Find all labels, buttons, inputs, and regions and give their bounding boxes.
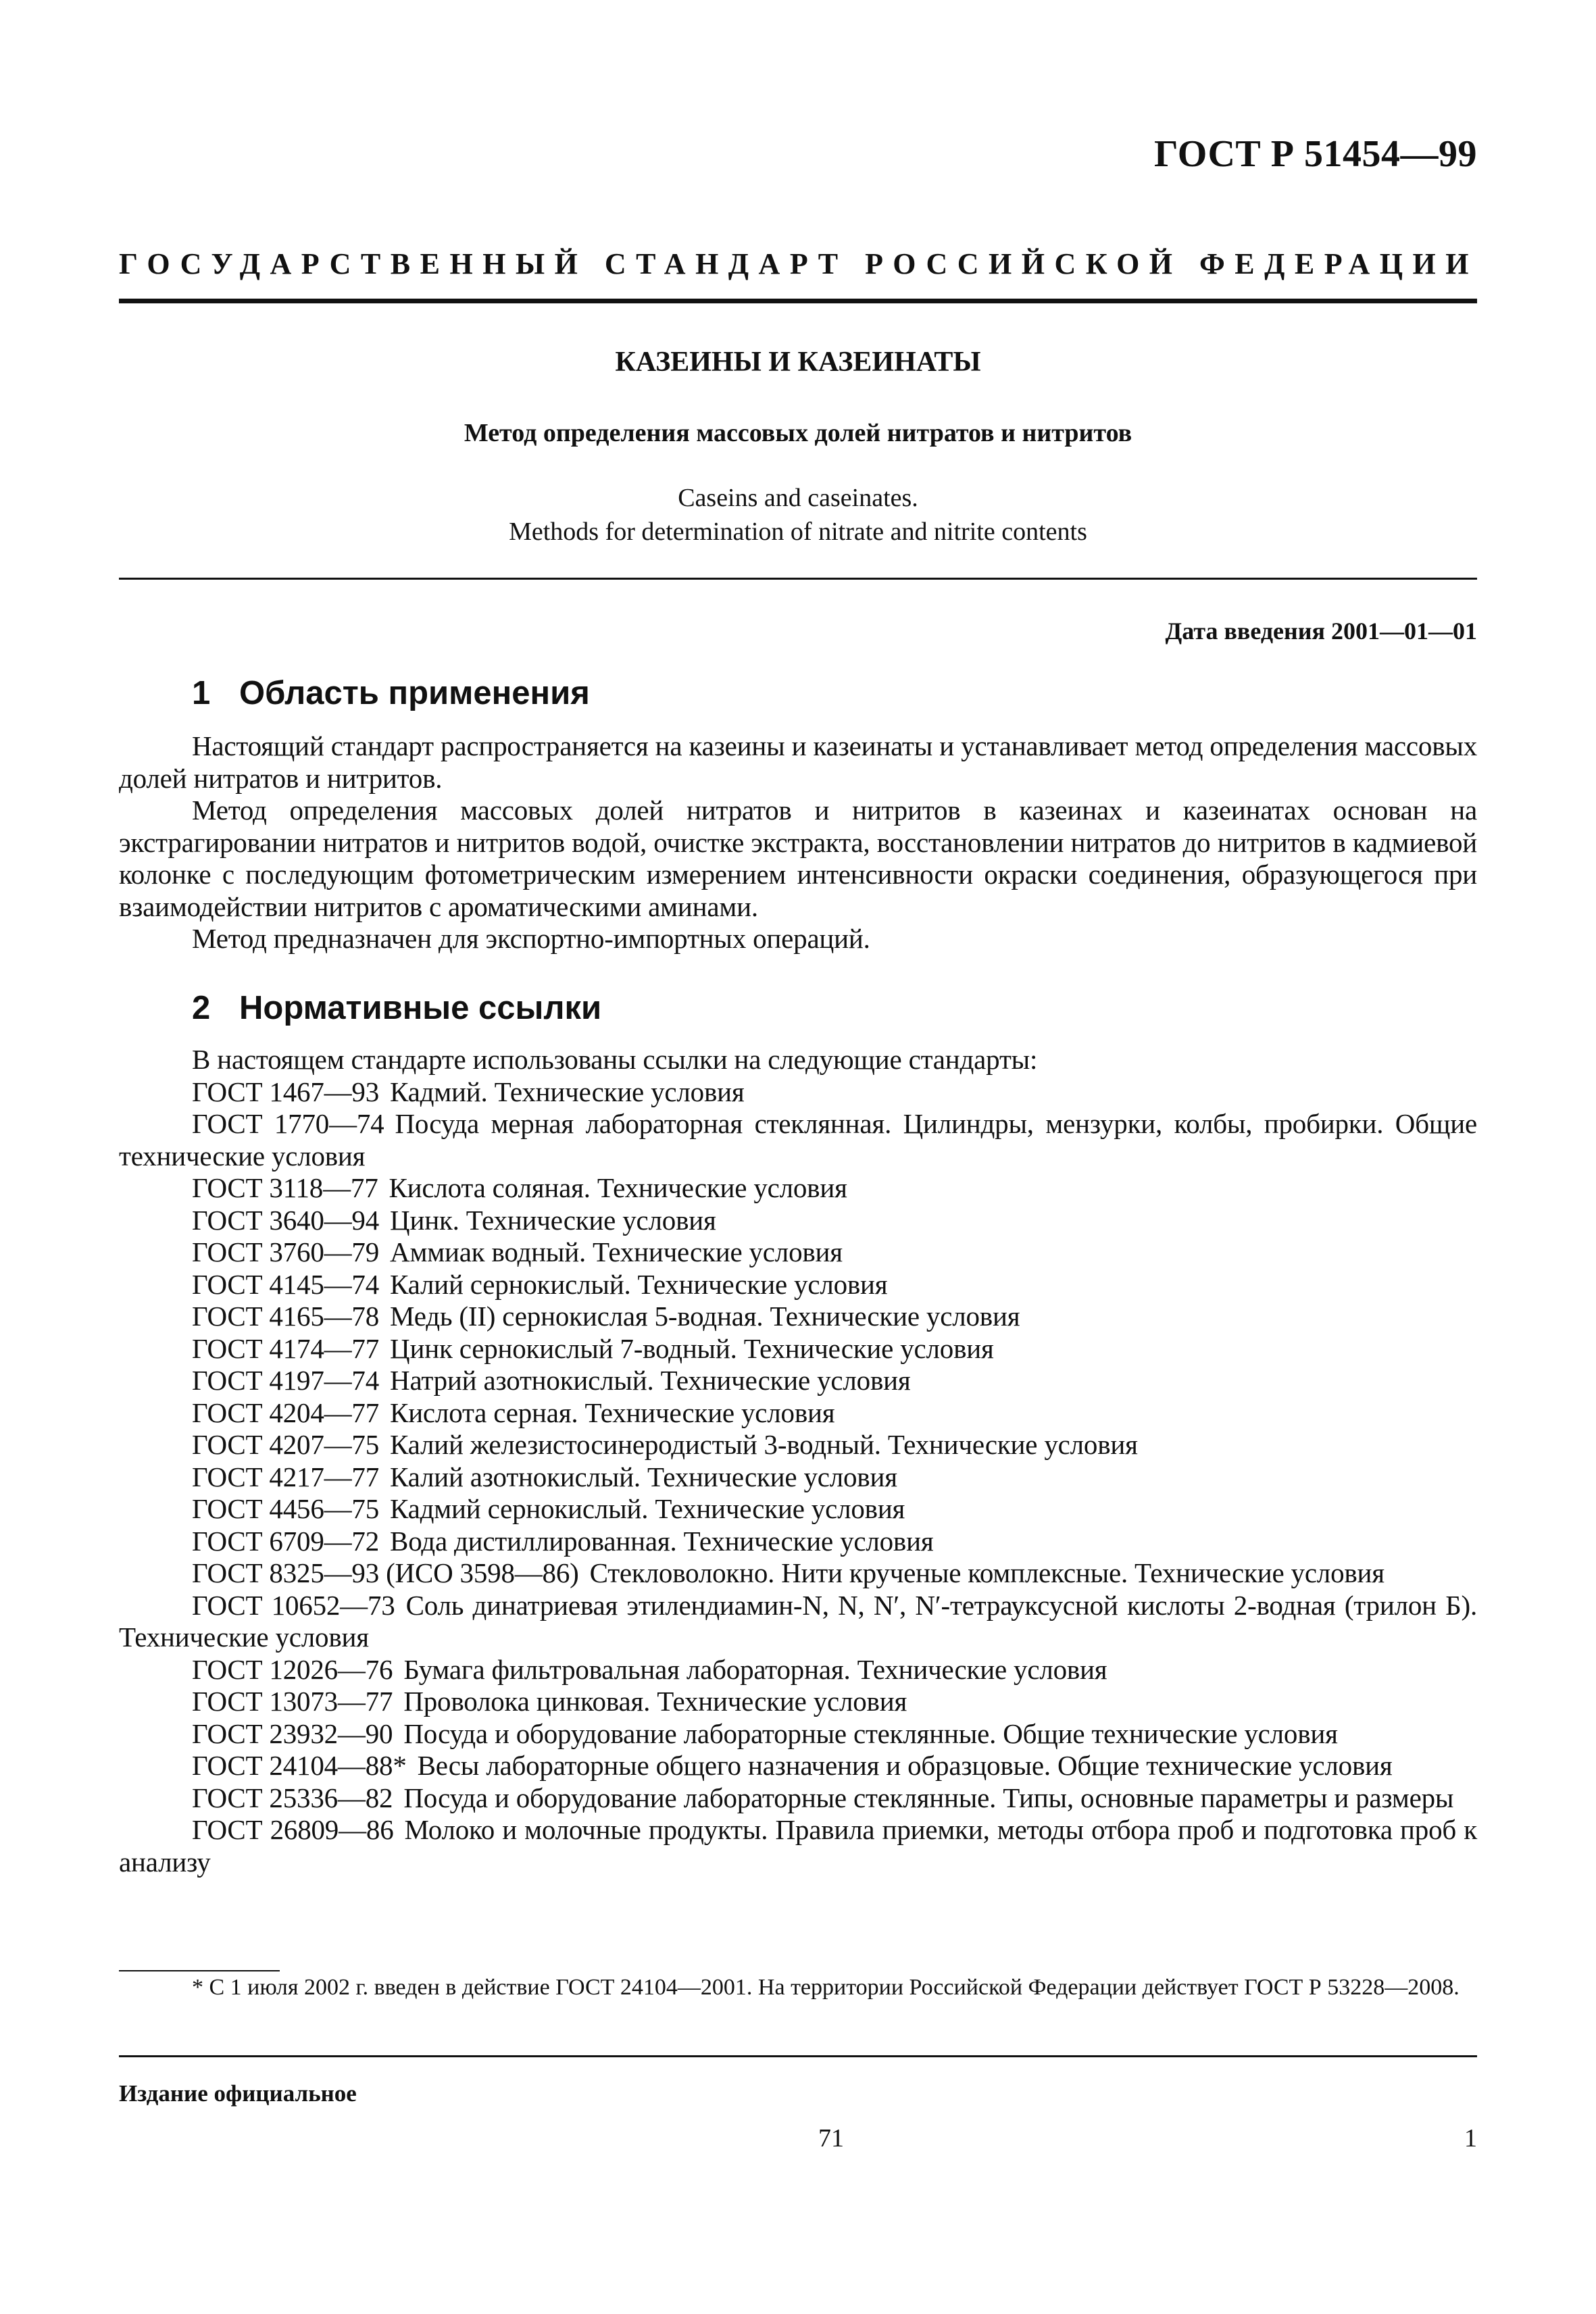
section-1-body: [119, 730, 1477, 955]
footer-divider: [119, 2055, 1477, 2057]
document-subtitle: Метод определения массовых долей нитратов и нитритов: [464, 419, 1132, 447]
reference-item: [119, 1429, 1477, 1461]
reference-item: [119, 1750, 1477, 1782]
reference-title: Проволока цинковая. Технические условия: [403, 1686, 907, 1717]
paragraph: Метод предназначен для экспортно-импортных операций.: [192, 923, 870, 954]
reference-item: [119, 1333, 1477, 1365]
reference-item: [119, 1236, 1477, 1269]
reference-code: ГОСТ 4145—74: [192, 1268, 380, 1300]
english-title-line-2: Methods for determination of nitrate and nitrite contents: [509, 518, 1087, 546]
reference-item: [119, 1814, 1477, 1878]
paragraph: Метод определения массовых долей нитратов и нитритов в казеинах и казеинатах основан на экстрагировании нитратов и нитритов водой, очистке экстракта, восстановлении нитратов до нитритов в кадмиевой колонке с последующим фотометрическим измерением интенсивности окраски соединения, образующегося при взаимодействии нитритов с ароматическими аминами.: [119, 795, 1477, 922]
reference-code: ГОСТ 4204—77: [192, 1397, 380, 1428]
reference-title: Калий железистосинеродистый 3-водный. Технические условия: [390, 1429, 1138, 1460]
reference-code: ГОСТ 3640—94: [192, 1204, 380, 1236]
edition-label: Издание официальное: [119, 2080, 357, 2107]
reference-code: ГОСТ 3760—79: [192, 1236, 380, 1267]
reference-item: [119, 1654, 1477, 1686]
reference-title: Кадмий сернокислый. Технические условия: [390, 1493, 905, 1524]
reference-item: [119, 1076, 1477, 1109]
reference-code: ГОСТ 4165—78: [192, 1301, 380, 1332]
effective-date: Дата введения 2001—01—01: [1165, 618, 1477, 645]
reference-code: ГОСТ 24104—88*: [192, 1750, 407, 1781]
footnote: * С 1 июля 2002 г. введен в действие ГОСТ 24104—2001. На территории Российской Федерации действует ГОСТ Р 53228—2008.: [192, 1975, 1460, 2000]
reference-title: Кислота серная. Технические условия: [390, 1397, 835, 1428]
reference-item: [119, 1557, 1477, 1590]
reference-code: ГОСТ 10652—73: [192, 1589, 395, 1621]
reference-item: [119, 1205, 1477, 1237]
reference-code: ГОСТ 4174—77: [192, 1332, 380, 1364]
reference-item: [119, 1461, 1477, 1494]
english-title: [119, 481, 1477, 549]
paragraph: Настоящий стандарт распространяется на казеины и казеинаты и устанавливает метод определения массовых долей нитратов и нитритов.: [119, 730, 1477, 794]
reference-title: Посуда и оборудование лабораторные стеклянные. Общие технические условия: [403, 1717, 1338, 1749]
reference-title: Натрий азотнокислый. Технические условия: [390, 1365, 911, 1396]
reference-item: [119, 1686, 1477, 1718]
reference-code: ГОСТ 6709—72: [192, 1525, 380, 1557]
reference-code: ГОСТ 13073—77: [192, 1686, 393, 1717]
reference-title: Цинк сернокислый 7-водный. Технические условия: [390, 1332, 994, 1364]
reference-code: ГОСТ 4217—77: [192, 1461, 380, 1492]
state-standard-heading: ГОСУДАРСТВЕННЫЙ СТАНДАРТ РОССИЙСКОЙ ФЕДЕРАЦИИ: [119, 247, 1478, 280]
page-number-center: 71: [818, 2124, 844, 2153]
reference-code: ГОСТ 8325—93 (ИСО 3598—86): [192, 1557, 579, 1588]
reference-item: [119, 1365, 1477, 1397]
reference-code: ГОСТ 26809—86: [192, 1814, 394, 1845]
section-1-title: Область применения: [239, 675, 590, 711]
page-number-right: 1: [1464, 2124, 1477, 2153]
reference-title: Стекловолокно. Нити крученые комплексные. Технические условия: [589, 1557, 1385, 1588]
reference-item: [119, 1493, 1477, 1526]
reference-code: ГОСТ 4456—75: [192, 1493, 380, 1524]
document-title: КАЗЕИНЫ И КАЗЕИНАТЫ: [615, 347, 981, 378]
reference-item: [119, 1301, 1477, 1333]
reference-title: Бумага фильтровальная лабораторная. Технические условия: [403, 1653, 1107, 1685]
reference-code: ГОСТ 4197—74: [192, 1365, 380, 1396]
reference-title: Посуда и оборудование лабораторные стеклянные. Типы, основные параметры и размеры: [403, 1782, 1454, 1813]
reference-code: ГОСТ 23932—90: [192, 1717, 393, 1749]
title-divider: [119, 578, 1477, 580]
reference-title: Весы лабораторные общего назначения и образцовые. Общие технические условия: [417, 1750, 1393, 1781]
section-1-heading: [192, 674, 590, 712]
document-number: ГОСТ Р 51454—99: [1154, 133, 1477, 175]
reference-code: ГОСТ 1770—74: [192, 1108, 384, 1139]
reference-title: Медь (II) сернокислая 5-водная. Технические условия: [390, 1301, 1020, 1332]
reference-title: Калий сернокислый. Технические условия: [390, 1268, 888, 1300]
reference-code: ГОСТ 4207—75: [192, 1429, 380, 1460]
reference-title: Посуда мерная лабораторная стеклянная. Цилиндры, мензурки, колбы, пробирки. Общие технические условия: [119, 1108, 1477, 1172]
reference-list: [119, 1076, 1477, 1879]
section-2-title: Нормативные ссылки: [239, 990, 602, 1026]
reference-item: [119, 1782, 1477, 1815]
reference-item: [119, 1590, 1477, 1654]
section-2-body: [119, 1044, 1477, 1878]
reference-item: [119, 1108, 1477, 1172]
reference-title: Цинк. Технические условия: [390, 1204, 716, 1236]
reference-item: [119, 1172, 1477, 1205]
reference-item: [119, 1269, 1477, 1301]
header-thick-divider: [119, 299, 1477, 303]
reference-title: Аммиак водный. Технические условия: [390, 1236, 843, 1267]
footnote-separator: [119, 1970, 280, 1971]
reference-item: [119, 1397, 1477, 1430]
reference-code: ГОСТ 1467—93: [192, 1076, 380, 1107]
section-2-heading: [192, 989, 601, 1027]
section-1-number: 1: [192, 675, 211, 711]
reference-code: ГОСТ 12026—76: [192, 1653, 393, 1685]
reference-title: Молоко и молочные продукты. Правила приемки, методы отбора проб и подготовка проб к анализу: [119, 1814, 1477, 1878]
references-intro: В настоящем стандарте использованы ссылки на следующие стандарты:: [192, 1044, 1038, 1075]
reference-code: ГОСТ 25336—82: [192, 1782, 393, 1813]
reference-title: Калий азотнокислый. Технические условия: [390, 1461, 897, 1492]
reference-title: Кадмий. Технические условия: [390, 1076, 745, 1107]
reference-title: Вода дистиллированная. Технические условия: [390, 1525, 934, 1557]
reference-title: Кислота соляная. Технические условия: [389, 1172, 847, 1203]
reference-title: Соль динатриевая этилендиамин-N, N, N′, N′-тетрауксусной кислоты 2-водная (трилон Б). Технические условия: [119, 1589, 1477, 1653]
reference-code: ГОСТ 3118—77: [192, 1172, 378, 1203]
section-2-number: 2: [192, 990, 211, 1026]
english-title-line-1: Caseins and caseinates.: [678, 484, 918, 512]
reference-item: [119, 1718, 1477, 1751]
reference-item: [119, 1526, 1477, 1558]
